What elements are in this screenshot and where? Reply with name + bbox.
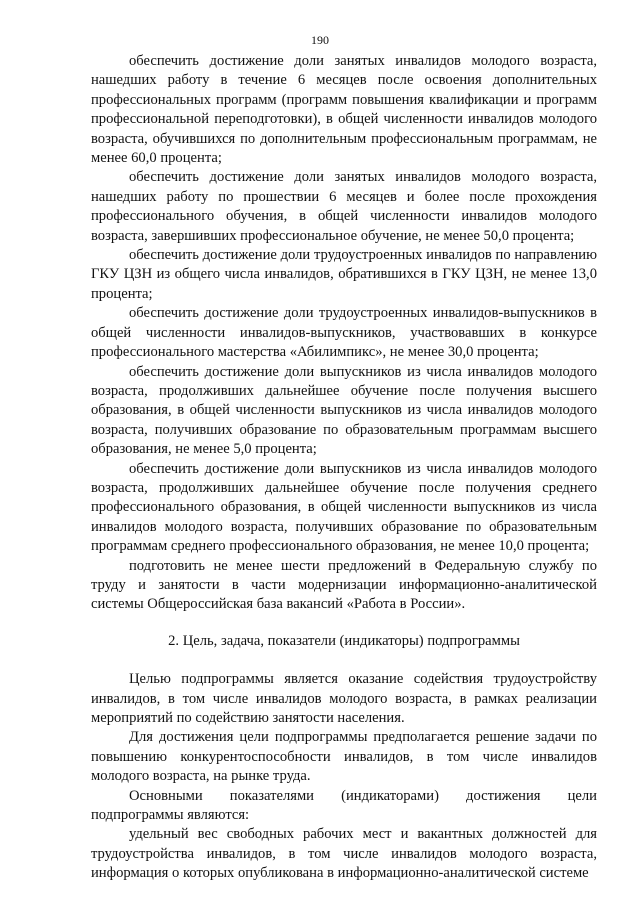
list-item-goal-7: подготовить не менее шести предложений в Федеральную службу по труду и занятости в части модернизации информационно-аналитической системы Общероссийская база вакансий «Работа в России».: [91, 557, 597, 613]
section-paragraph-indicator-1: удельный вес свободных рабочих мест и вакантных должностей для трудоустройства инвалидов, в том числе инвалидов молодого возраста, информация о которых опубликована в информационно-аналитической системе: [91, 826, 597, 882]
section-heading: 2. Цель, задача, показатели (индикаторы) подпрограммы: [168, 632, 520, 649]
section-paragraph-indicators-intro: Основными показателями (индикаторами) достижения цели подпрограммы являются:: [91, 787, 597, 824]
list-item-goal-2: обеспечить достижение доли занятых инвалидов молодого возраста, нашедших работу по прошествии 6 месяцев и более после прохождения профессионального обучения, в общей численности инвалидов молодого возраста, завершивших профессиональное обучение, не менее 50,0 процента;: [91, 169, 597, 244]
list-item-goal-1: обеспечить достижение доли занятых инвалидов молодого возраста, нашедших работу в течение 6 месяцев после освоения дополнительных профессиональных программ (программ повышения квалификации и программ профессиональной переподготовки), в общей численности инвалидов молодого возраста, обучившихся по дополнительным профессиональным программам, не менее 60,0 процента;: [91, 53, 597, 167]
list-item-goal-3: обеспечить достижение доли трудоустроенных инвалидов по направлению ГКУ ЦЗН из общего числа инвалидов, обратившихся в ГКУ ЦЗН, не менее 13,0 процента;: [91, 247, 597, 302]
body-text: [91, 52, 597, 884]
page-number: 190: [311, 33, 329, 47]
section-paragraph-purpose: Целью подпрограммы является оказание содействия трудоустройству инвалидов, в том числе инвалидов молодого возраста, в рамках реализации мероприятий по содействию занятости населения.: [91, 671, 597, 726]
list-item-goal-6: обеспечить достижение доли выпускников из числа инвалидов молодого возраста, продолживших дальнейшее обучение после получения среднего профессионального образования, в общей численности выпускников из числа инвалидов молодого возраста, получивших образование по образовательным программам среднего профессионального образования, не менее 10,0 процента;: [91, 460, 597, 555]
list-item-goal-4: обеспечить достижение доли трудоустроенных инвалидов-выпускников в общей численности инвалидов-выпускников, участвовавших в конкурсе профессионального мастерства «Абилимпикс», не менее 30,0 процента;: [91, 305, 597, 361]
list-item-goal-5: обеспечить достижение доли выпускников из числа инвалидов молодого возраста, продолживших дальнейшее обучение после получения высшего образования, в общей численности выпускников из числа инвалидов молодого возраста, получивших образование по образовательным программам высшего образования, не менее 5,0 процента;: [91, 363, 597, 458]
section-paragraph-task: Для достижения цели подпрограммы предполагается решение задачи по повышению конкурентоспособности инвалидов, в том числе инвалидов молодого возраста, на рынке труда.: [91, 729, 597, 785]
